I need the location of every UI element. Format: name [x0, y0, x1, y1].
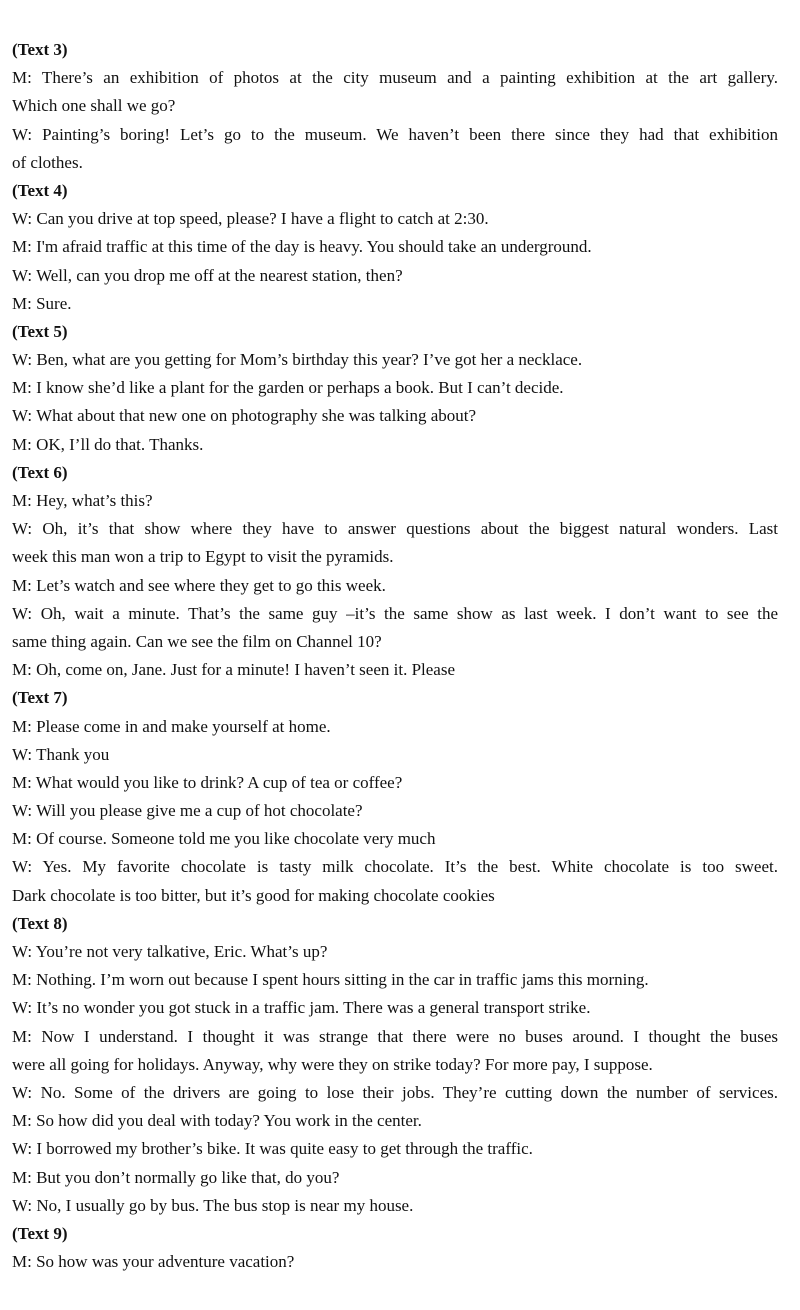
dialogue-line: W: Thank you: [12, 744, 110, 764]
dialogue-line: M: Nothing. I’m worn out because I spent hours sitting in the car in traffic jams this morning.: [12, 970, 649, 990]
dialogue-line: W: It’s no wonder you got stuck in a traffic jam. There was a general transport strike.: [12, 998, 591, 1018]
dialogue-line: same thing again. Can we see the film on Channel 10?: [12, 631, 382, 651]
dialogue-line: of clothes.: [12, 152, 83, 172]
dialogue-line: M: Sure.: [12, 293, 72, 313]
dialogue-line: M: Oh, come on, Jane. Just for a minute! I haven’t seen it. Please: [12, 660, 455, 680]
dialogue-line: W: Well, can you drop me off at the nearest station, then?: [12, 265, 403, 285]
dialogue-line: M: I know she’d like a plant for the garden or perhaps a book. But I can’t decide.: [12, 378, 564, 398]
section-heading: (Text 9): [12, 1223, 68, 1243]
section-heading: (Text 8): [12, 913, 68, 933]
dialogue-line: M: So how did you deal with today? You work in the center.: [12, 1111, 422, 1131]
dialogue-line: W: What about that new one on photography she was talking about?: [12, 406, 477, 426]
dialogue-line: W: Can you drive at top speed, please? I have a flight to catch at 2:30.: [12, 209, 489, 229]
dialogue-line: W: Oh, it’s that show where they have to answer questions about the biggest natural wonders. Last: [12, 519, 778, 539]
dialogue-line: W: No, I usually go by bus. The bus stop is near my house.: [12, 1195, 414, 1215]
section-heading: (Text 6): [12, 462, 68, 482]
dialogue-line: W: Will you please give me a cup of hot chocolate?: [12, 801, 363, 821]
dialogue-line: M: Now I understand. I thought it was strange that there were no buses around. I thought the buses: [12, 1026, 778, 1046]
dialogue-line: week this man won a trip to Egypt to visit the pyramids.: [12, 547, 394, 567]
section-heading: (Text 3): [12, 40, 68, 59]
dialogue-line: Which one shall we go?: [12, 96, 176, 116]
dialogue-line: Dark chocolate is too bitter, but it’s good for making chocolate cookies: [12, 885, 495, 905]
dialogue-line: W: Painting’s boring! Let’s go to the museum. We haven’t been there since they had that exhibition: [12, 124, 778, 144]
section-heading: (Text 7): [12, 688, 68, 708]
section-heading: (Text 5): [12, 321, 68, 341]
dialogue-line: M: There’s an exhibition of photos at the city museum and a painting exhibition at the art gallery.: [12, 68, 778, 88]
dialogue-line: W: Oh, wait a minute. That’s the same guy –it’s the same show as last week. I don’t want to see the: [12, 603, 778, 623]
dialogue-line: M: But you don’t normally go like that, do you?: [12, 1167, 340, 1187]
dialogue-line: M: Let’s watch and see where they get to go this week.: [12, 575, 386, 595]
dialogue-line: M: OK, I’ll do that. Thanks.: [12, 434, 204, 454]
dialogue-line: W: Yes. My favorite chocolate is tasty milk chocolate. It’s the best. White chocolate is too sweet.: [12, 857, 778, 877]
dialogue-line: M: Of course. Someone told me you like chocolate very much: [12, 829, 436, 849]
dialogue-line: W: No. Some of the drivers are going to lose their jobs. They’re cutting down the number of services.: [12, 1082, 778, 1102]
dialogue-line: M: So how was your adventure vacation?: [12, 1252, 295, 1272]
dialogue-line: W: I borrowed my brother’s bike. It was quite easy to get through the traffic.: [12, 1139, 533, 1159]
dialogue-line: were all going for holidays. Anyway, why were they on strike today? For more pay, I suppose.: [12, 1054, 653, 1074]
dialogue-line: W: You’re not very talkative, Eric. What’s up?: [12, 942, 328, 961]
section-heading: (Text 4): [12, 180, 68, 200]
dialogue-line: W: Ben, what are you getting for Mom’s birthday this year? I’ve got her a necklace.: [12, 350, 583, 370]
dialogue-line: M: What would you like to drink? A cup of tea or coffee?: [12, 772, 403, 792]
dialogue-line: M: I'm afraid traffic at this time of the day is heavy. You should take an underground.: [12, 237, 592, 257]
dialogue-line: M: Hey, what’s this?: [12, 491, 153, 510]
dialogue-line: M: Please come in and make yourself at home.: [12, 716, 331, 736]
